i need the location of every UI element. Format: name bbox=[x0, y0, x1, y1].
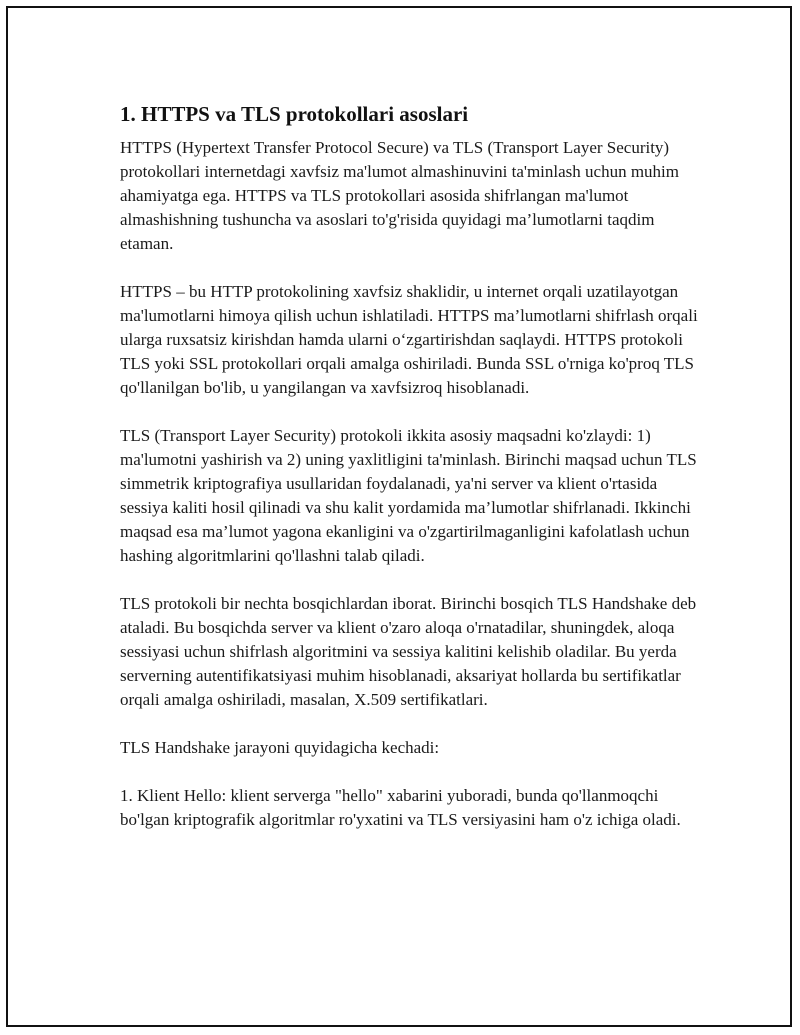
document-page bbox=[6, 6, 792, 1027]
paragraph-client-hello: 1. Klient Hello: klient serverga "hello" xabarini yuboradi, bunda qo'llanmoqchi bo'lgan kriptografik algoritmlar ro'yxatini va TLS versiyasini ham o'z ichiga oladi. bbox=[120, 786, 681, 829]
paragraph-tls-stages: TLS protokoli bir nechta bosqichlardan iborat. Birinchi bosqich TLS Handshake deb ataladi. Bu bosqichda server va klient o'zaro aloqa o'rnatadilar, shuningdek, aloqa sessiyasi uchun shifrlash algoritmini va sessiya kalitini kelishib oladilar. Bu yerda serverning autentifikatsiyasi muhim hisoblanadi, aksariyat hollarda bu sertifikatlar orqali amalga oshiriladi, masalan, X.509 sertifikatlari. bbox=[120, 594, 697, 709]
paragraph-intro: HTTPS (Hypertext Transfer Protocol Secure) va TLS (Transport Layer Security) protokollari internetdagi xavfsiz ma'lumot almashinuvini ta'minlash uchun muhim ahamiyatga ega. HTTPS va TLS protokollari asosida shifrlangan ma'lumot almashishning tushuncha va asoslari to'g'risida quyidagi ma’lumotlarni taqdim etaman. bbox=[120, 138, 679, 253]
section-heading: 1. HTTPS va TLS protokollari asoslari bbox=[120, 102, 469, 126]
paragraph-https: HTTPS – bu HTTP protokolining xavfsiz shaklidir, u internet orqali uzatilayotgan ma'lumotlarni himoya qilish uchun ishlatiladi. HTTPS ma’lumotlarni shifrlash orqali ularga ruxsatsiz kirishdan hamda ularni o‘zgartirishdan saqlaydi. HTTPS protokoli TLS yoki SSL protokollari orqali amalga oshiriladi. Bunda SSL o'rniga ko'proq TLS qo'llanilgan bo'lib, u yangilangan va xavfsizroq hisoblanadi. bbox=[120, 282, 698, 397]
document-content bbox=[120, 100, 700, 856]
paragraph-tls-goals: TLS (Transport Layer Security) protokoli ikkita asosiy maqsadni ko'zlaydi: 1) ma'lumotni yashirish va 2) uning yaxlitligini ta'minlash. Birinchi maqsad uchun TLS simmetrik kriptografiya usullaridan foydalanadi, ya'ni server va klient o'rtasida sessiya kaliti hosil qilinadi va shu kalit yordamida ma’lumotlar shifrlanadi. Ikkinchi maqsad esa ma’lumot yagona ekanligini va o'zgartirilmaganligini kafolatlash uchun hashing algoritmlarini qo'llashni talab qiladi. bbox=[120, 426, 697, 565]
paragraph-handshake-intro: TLS Handshake jarayoni quyidagicha kechadi: bbox=[120, 738, 440, 757]
